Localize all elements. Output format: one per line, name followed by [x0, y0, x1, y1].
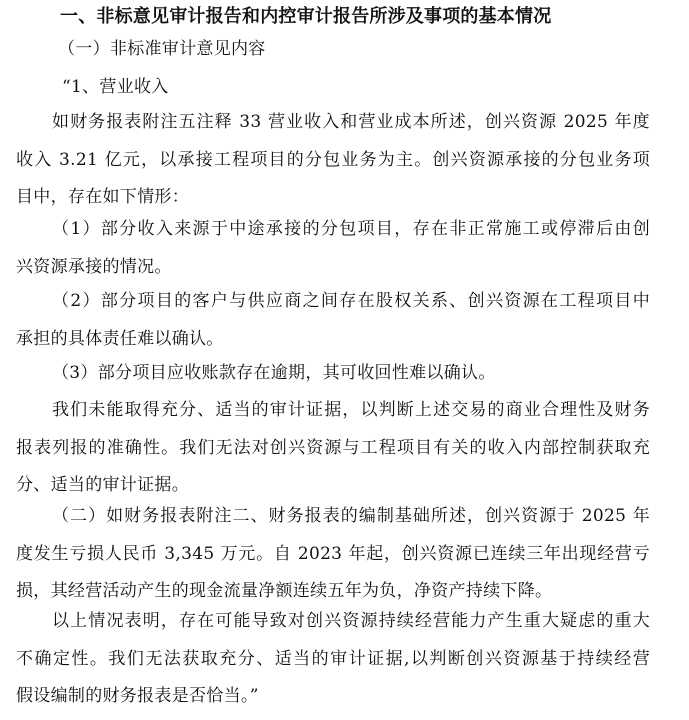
- paragraph-line: 收入 3.21 亿元，以承接工程项目的分包业务为主。创兴资源承接的分包业务项: [16, 149, 650, 170]
- paragraph-line: 假设编制的财务报表是否恰当。”: [16, 686, 259, 706]
- paragraph-line: 不确定性。我们无法获取充分、适当的审计证据,以判断创兴资源基于持续经营: [16, 648, 650, 669]
- paragraph-revenue: [16, 104, 650, 217]
- paragraph-item-3: [16, 355, 650, 393]
- paragraph-line: 损，其经营活动产生的现金流量净额连续五年为负，净资产持续下降。: [16, 581, 553, 601]
- paragraph-line: 兴资源承接的情况。: [16, 256, 172, 277]
- paragraph-line: 我们未能取得充分、适当的审计证据，以判断上述交易的商业合理性及财务: [52, 400, 650, 420]
- paragraph-line: （2）部分项目的客户与供应商之间存在股权关系、创兴资源在工程项目中: [52, 291, 650, 311]
- paragraph-going-concern: [16, 498, 650, 611]
- subsection-heading: （一）非标准审计意见内容: [58, 39, 266, 59]
- quote-item-title: “1、营业收入: [62, 77, 169, 97]
- paragraph-line: 报表列报的准确性。我们无法对创兴资源与工程项目有关的收入内部控制获取充: [16, 437, 650, 458]
- paragraph-item-1: [16, 211, 650, 286]
- paragraph-line: 如财务报表附注五注释 33 营业收入和营业成本所述，创兴资源 2025 年度: [52, 112, 650, 132]
- paragraph-line: 目中，存在如下情形：: [16, 187, 189, 207]
- paragraph-audit-evidence: [16, 392, 650, 505]
- section-heading: 一、非标意见审计报告和内控审计报告所涉及事项的基本情况: [60, 6, 552, 27]
- paragraph-line: 度发生亏损人民币 3,345 万元。自 2023 年起，创兴资源已连续三年出现经营亏: [16, 543, 650, 564]
- paragraph-item-2: [16, 283, 650, 358]
- paragraph-line: （3）部分项目应收账款存在逾期，其可收回性难以确认。: [52, 363, 496, 383]
- paragraph-line: （二）如财务报表附注二、财务报表的编制基础所述，创兴资源于 2025 年: [52, 506, 650, 526]
- paragraph-line: 分、适当的审计证据。: [16, 475, 189, 495]
- paragraph-conclusion: [16, 603, 650, 716]
- paragraph-line: （1）部分收入来源于中途承接的分包项目，存在非正常施工或停滞后由创: [52, 219, 650, 239]
- paragraph-line: 以上情况表明，存在可能导致对创兴资源持续经营能力产生重大疑虑的重大: [52, 611, 650, 631]
- paragraph-line: 承担的具体责任难以确认。: [16, 328, 224, 349]
